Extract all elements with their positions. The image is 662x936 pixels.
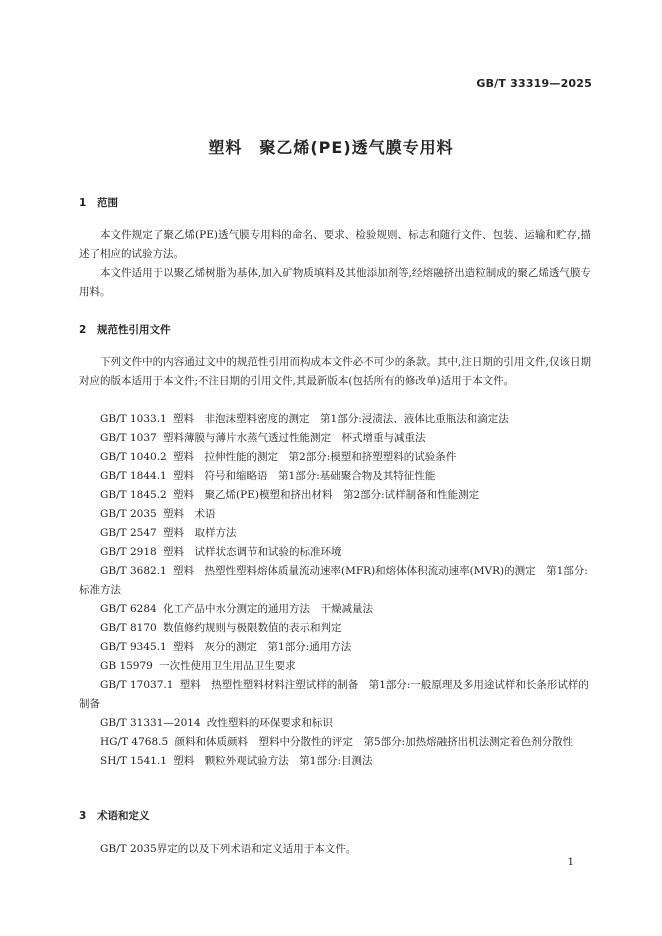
section-title: 术语和定义 <box>97 810 150 822</box>
reference-item <box>79 752 591 771</box>
reference-title: 塑料 非泡沫塑料密度的测定 第1部分:浸渍法、液体比重瓶法和滴定法 <box>173 413 509 425</box>
reference-item <box>79 714 591 733</box>
reference-list <box>79 410 591 771</box>
reference-item <box>79 524 591 543</box>
section-number: 2 <box>79 324 87 336</box>
references-intro-paragraph: 下列文件中的内容通过文中的规范性引用而构成本文件必不可少的条款。其中,注日期的引用文件,仅该日期对应的版本适用于本文件;不注日期的引用文件,其最新版本(包括所有的修改单)适用于本文件。 <box>79 356 591 387</box>
reference-code: GB/T 1033.1 <box>100 413 167 425</box>
reference-code: GB/T 17037.1 <box>100 679 174 691</box>
reference-item <box>79 467 591 486</box>
reference-title: 塑料薄膜与薄片水蒸气透过性能测定 杯式增重与减重法 <box>163 432 426 444</box>
reference-code: GB/T 1844.1 <box>100 470 167 482</box>
reference-item <box>79 410 591 429</box>
reference-item <box>79 676 591 714</box>
reference-code: GB/T 8170 <box>100 622 157 634</box>
reference-code: GB/T 6284 <box>100 603 157 615</box>
reference-title: 塑料 试样状态调节和试验的标准环境 <box>163 546 342 558</box>
terms-intro-paragraph: GB/T 2035界定的以及下列术语和定义适用于本文件。 <box>100 843 357 855</box>
reference-code: GB/T 2918 <box>100 546 157 558</box>
page-number: 1 <box>567 857 574 868</box>
reference-title: 塑料 热塑性塑料熔体质量流动速率(MFR)和熔体体积流动速率(MVR)的测定 第1部分:标准方法 <box>79 565 588 596</box>
section-title: 范围 <box>97 197 118 209</box>
reference-title: 塑料 取样方法 <box>163 527 237 539</box>
reference-item <box>79 448 591 467</box>
reference-item <box>79 505 591 524</box>
reference-title: 一次性使用卫生用品卫生要求 <box>159 660 296 672</box>
section-title: 规范性引用文件 <box>97 324 171 336</box>
reference-title: 塑料 拉伸性能的测定 第2部分:模塑和挤塑塑料的试验条件 <box>173 451 457 463</box>
reference-item <box>79 600 591 619</box>
section-number: 1 <box>79 197 87 209</box>
reference-code: GB/T 3682.1 <box>100 565 167 577</box>
reference-code: HG/T 4768.5 <box>100 736 169 748</box>
reference-code: GB 15979 <box>100 660 153 672</box>
reference-item <box>79 429 591 448</box>
reference-title: 塑料 术语 <box>163 508 216 520</box>
reference-code: GB/T 1845.2 <box>100 489 167 501</box>
scope-paragraph: 本文件适用于以聚乙烯树脂为基体,加入矿物质填料及其他添加剂等,经熔融挤出造粒制成的聚乙烯透气膜专用料。 <box>79 267 591 298</box>
reference-code: GB/T 1037 <box>100 432 157 444</box>
reference-code: GB/T 1040.2 <box>100 451 167 463</box>
reference-code: GB/T 2035 <box>100 508 157 520</box>
reference-item <box>79 733 591 752</box>
document-code: GB/T 33319—2025 <box>476 77 592 90</box>
reference-item <box>79 543 591 562</box>
reference-title: 塑料 热塑性塑料材料注塑试样的制备 第1部分:一般原理及多用途试样和长条形试样的制备 <box>79 679 589 710</box>
section-number: 3 <box>79 810 87 822</box>
section-heading-scope <box>79 195 118 210</box>
section-heading-terms-and-definitions <box>79 808 150 823</box>
reference-item <box>79 619 591 638</box>
reference-item <box>79 486 591 505</box>
reference-title: 化工产品中水分测定的通用方法 干燥减量法 <box>163 603 374 615</box>
reference-title: 数值修约规则与极限数值的表示和判定 <box>163 622 342 634</box>
reference-code: GB/T 9345.1 <box>100 641 167 653</box>
reference-title: 塑料 符号和缩略语 第1部分:基础聚合物及其特征性能 <box>173 470 436 482</box>
document-title: 塑料 聚乙烯(PE)透气膜专用料 <box>208 138 454 157</box>
scope-paragraph: 本文件规定了聚乙烯(PE)透气膜专用料的命名、要求、检验规则、标志和随行文件、包装、运输和贮存,描述了相应的试验方法。 <box>79 229 591 260</box>
reference-title: 塑料 灰分的测定 第1部分:通用方法 <box>173 641 352 653</box>
reference-code: GB/T 31331—2014 <box>100 717 201 729</box>
reference-title: 塑料 聚乙烯(PE)模塑和挤出材料 第2部分:试样制备和性能测定 <box>173 489 480 501</box>
reference-title: 塑料 颗粒外观试验方法 第1部分:目测法 <box>173 755 373 767</box>
reference-code: SH/T 1541.1 <box>100 755 167 767</box>
section-heading-normative-references <box>79 322 171 337</box>
reference-code: GB/T 2547 <box>100 527 157 539</box>
reference-title: 改性塑料的环保要求和标识 <box>206 717 333 729</box>
reference-item <box>79 638 591 657</box>
reference-title: 颜料和体质颜料 塑料中分散性的评定 第5部分:加热熔融挤出机法测定着色剂分散性 <box>174 736 574 748</box>
reference-item <box>79 657 591 676</box>
reference-item <box>79 562 591 600</box>
